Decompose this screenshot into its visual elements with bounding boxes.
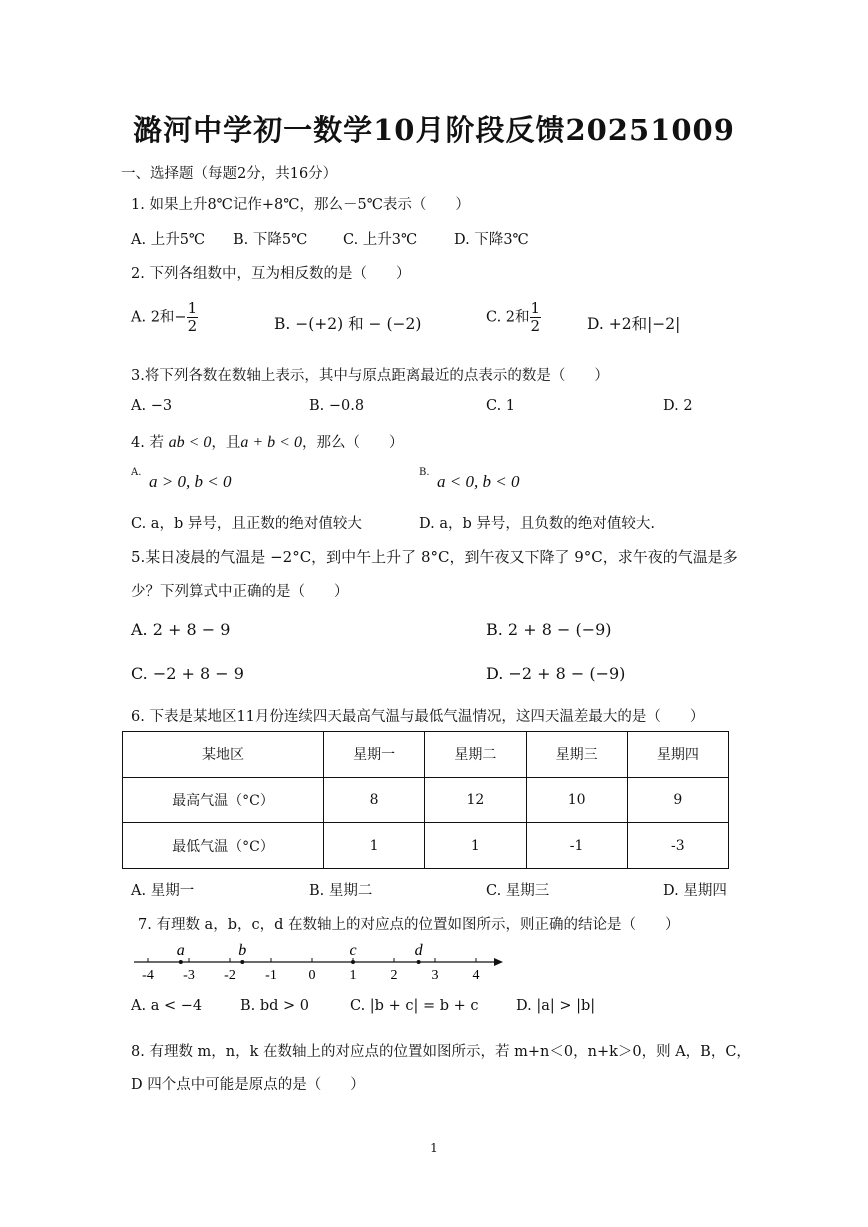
axis-tick-label: -4 (142, 968, 154, 983)
question-4-option-a-label: A. (131, 467, 142, 478)
table-header-cell: 星期四 (627, 732, 728, 778)
fraction-denominator: 2 (530, 317, 541, 335)
table-header-cell: 某地区 (123, 732, 324, 778)
table-cell: 8 (324, 777, 425, 823)
table-header-cell: 星期二 (425, 732, 526, 778)
question-4-stem (131, 431, 403, 452)
table-header-cell: 星期三 (526, 732, 627, 778)
question-4-option-d: D. a，b 异号，且负数的绝对值较大. (419, 516, 655, 532)
question-4-option-b-label: B. (419, 467, 430, 478)
table-header-cell: 星期一 (324, 732, 425, 778)
axis-point-label-b: b (238, 942, 247, 959)
question-4-option-b: a < 0, b < 0 (437, 472, 520, 491)
question-6-option-a: A. 星期一 (131, 883, 195, 899)
stem-connector: ，且 (211, 435, 241, 451)
table-header-row (123, 732, 729, 778)
axis-point-label-a: a (176, 942, 185, 959)
question-5-option-c: C. −2 + 8 − 9 (131, 664, 244, 683)
axis-point-label-c: c (349, 942, 357, 959)
condition-expression-1: ab < 0 (168, 434, 212, 451)
axis-tick-label: 2 (390, 968, 398, 983)
axis-tick-label: -3 (183, 968, 195, 983)
question-7-option-a: A. a < −4 (131, 998, 203, 1014)
axis-tick-label: 1 (349, 968, 357, 983)
table-cell: 1 (324, 823, 425, 869)
question-3-option-c: C. 1 (486, 398, 516, 414)
axis-tick-label: -2 (224, 968, 236, 983)
fraction-one-half (530, 300, 542, 335)
question-7-option-c: C. |b + c| = b + c (350, 998, 479, 1014)
question-7-option-b: B. bd > 0 (240, 998, 310, 1014)
table-cell: 最低气温（°C） (123, 823, 324, 869)
number-line-q7 (126, 936, 506, 986)
axis-arrow-icon (494, 958, 503, 966)
fraction-denominator: 2 (187, 317, 198, 335)
question-1-option-a: A. 上升5℃ (131, 232, 206, 248)
option-c-label: C. 2和 (486, 309, 530, 326)
question-5-option-d: D. −2 + 8 − (−9) (486, 664, 626, 683)
axis-point-b (240, 960, 244, 964)
axis-tick-label: 3 (431, 968, 439, 983)
question-6-stem: 6. 下表是某地区11月份连续四天最高气温与最低气温情况，这四天温差最大的是（ ） (131, 709, 705, 725)
axis-point-a (179, 960, 183, 964)
question-6-option-c: C. 星期三 (486, 883, 550, 899)
option-a-label: A. 2和 (131, 309, 175, 326)
table-cell: 12 (425, 777, 526, 823)
question-5-option-b: B. 2 + 8 − (−9) (486, 620, 612, 639)
table-cell: 9 (627, 777, 728, 823)
question-7-option-d: D. |a| > |b| (516, 998, 596, 1014)
table-row (123, 777, 729, 823)
question-6-option-b: B. 星期二 (309, 883, 373, 899)
question-2-stem: 2. 下列各组数中，互为相反数的是（ ） (131, 266, 411, 282)
axis-point-c (351, 960, 355, 964)
axis-tick-label: 0 (308, 968, 316, 983)
question-1-stem: 1. 如果上升8℃记作+8℃，那么－5℃表示（ ） (131, 197, 470, 213)
question-5-line-1: 5.某日凌晨的气温是 −2°C，到中午上升了 8°C，到午夜又下降了 9°C，求午夜的气温是多 (131, 548, 738, 566)
page-number: 1 (430, 1141, 438, 1155)
stem-suffix: ，那么（ ） (301, 435, 404, 451)
question-3-option-a: A. −3 (131, 398, 173, 414)
minus-sign: − (174, 309, 187, 326)
question-1-option-c: C. 上升3℃ (343, 232, 418, 248)
fraction-one-half (187, 300, 199, 335)
axis-point-d (417, 960, 421, 964)
question-2-option-c (486, 300, 541, 335)
question-1-option-d: D. 下降3℃ (454, 232, 529, 248)
axis-tick-label: 4 (472, 968, 480, 983)
table-cell: 10 (526, 777, 627, 823)
question-8-line-2: D 四个点中可能是原点的是（ ） (131, 1077, 365, 1093)
question-1-option-b: B. 下降5℃ (233, 232, 308, 248)
question-2-option-b: B. −(+2) 和 − (−2) (274, 315, 422, 333)
fraction-numerator: 1 (187, 299, 198, 317)
question-5-option-a: A. 2 + 8 − 9 (131, 620, 231, 639)
stem-prefix: 4. 若 (131, 435, 164, 451)
question-8-line-1: 8. 有理数 m，n，k 在数轴上的对应点的位置如图所示，若 m+n＜0，n+k＞0，则 A，B，C， (131, 1044, 751, 1060)
question-5-line-2: 少？下列算式中正确的是（ ） (131, 584, 349, 600)
fraction-numerator: 1 (530, 299, 541, 317)
table-cell: -1 (526, 823, 627, 869)
page-title: 潞河中学初一数学10月阶段反馈20251009 (133, 113, 735, 147)
axis-tick-label: -1 (265, 968, 277, 983)
condition-expression-2: a + b < 0 (240, 434, 302, 451)
axis-point-label-d: d (414, 942, 423, 959)
question-3-option-d: D. 2 (663, 398, 693, 414)
table-cell: -3 (627, 823, 728, 869)
question-4-option-c: C. a，b 异号，且正数的绝对值较大 (131, 516, 362, 532)
axis-points (177, 942, 424, 964)
temperature-table (122, 731, 729, 869)
table-cell: 最高气温（°C） (123, 777, 324, 823)
question-7-stem: 7. 有理数 a，b，c，d 在数轴上的对应点的位置如图所示，则正确的结论是（ ） (138, 917, 680, 933)
table-row (123, 823, 729, 869)
section-heading: 一、选择题（每题2分，共16分） (121, 166, 338, 182)
question-4-option-a: a > 0, b < 0 (149, 472, 232, 491)
question-2-option-a (131, 300, 198, 335)
question-3-option-b: B. −0.8 (309, 398, 365, 414)
question-2-option-d: D. +2和|−2| (587, 315, 681, 333)
table-cell: 1 (425, 823, 526, 869)
question-3-stem: 3.将下列各数在数轴上表示，其中与原点距离最近的点表示的数是（ ） (131, 368, 609, 384)
question-6-option-d: D. 星期四 (663, 883, 727, 899)
